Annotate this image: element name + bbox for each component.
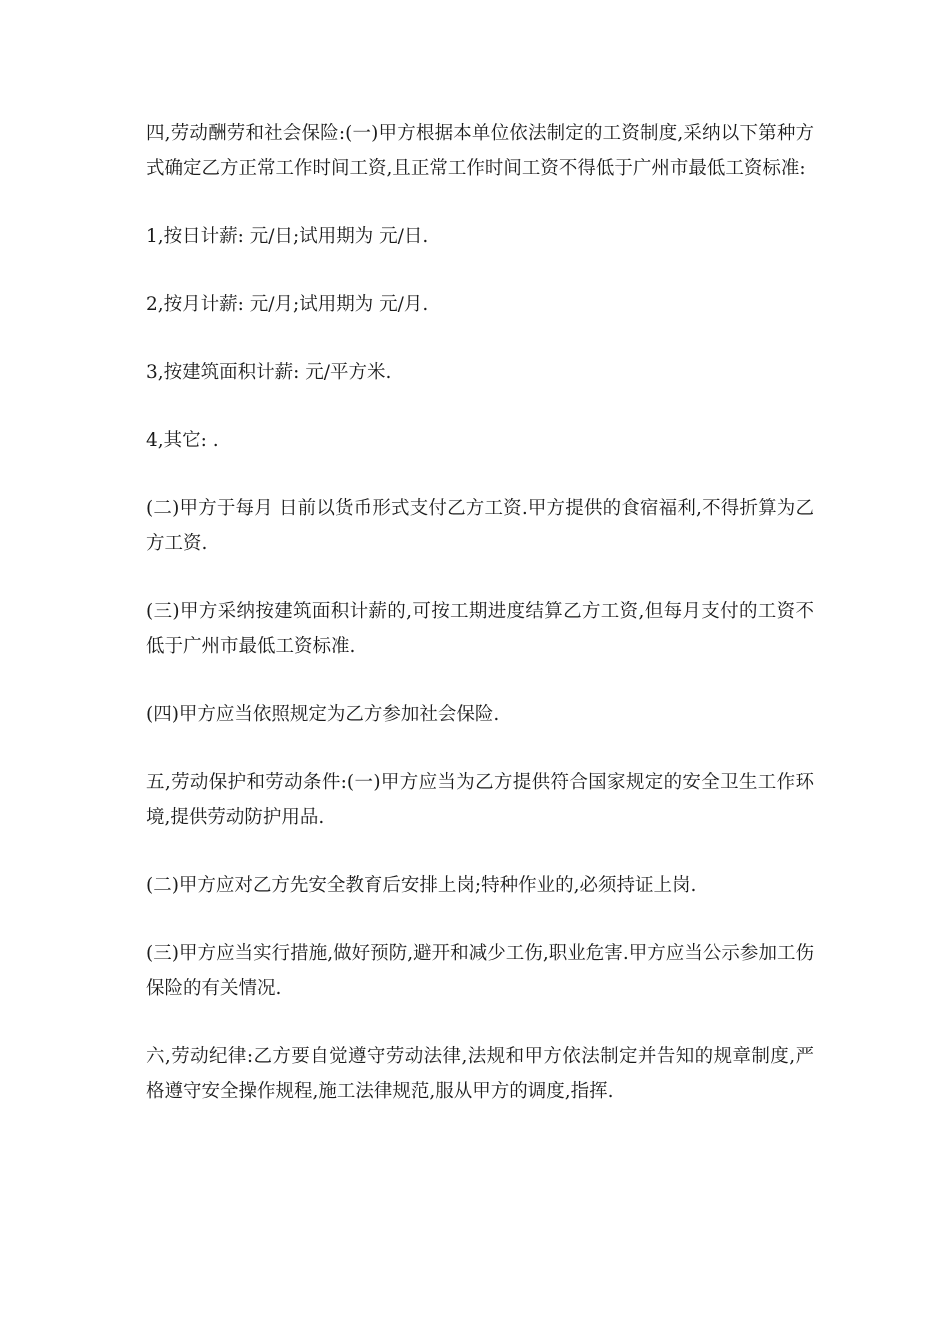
- paragraph-injury-prevention: (三)甲方应当实行措施,做好预防,避开和减少工伤,职业危害.甲方应当公示参加工伤保险的有关情况.: [146, 943, 814, 999]
- paragraph-monthly-pay: 2,按月计薪: 元/月;试用期为 元/月.: [146, 294, 429, 315]
- paragraph-section-6-discipline: 六,劳动纪律:乙方要自觉遵守劳动法律,法规和甲方依法制定并告知的规章制度,严格遵守安全操作规程,施工法律规范,服从甲方的调度,指挥.: [146, 1046, 814, 1102]
- paragraph-area-pay: 3,按建筑面积计薪: 元/平方米.: [146, 362, 392, 383]
- paragraph-section-4-remuneration: 四,劳动酬劳和社会保险:(一)甲方根据本单位依法制定的工资制度,采纳以下第种方式确定乙方正常工作时间工资,且正常工作时间工资不得低于广州市最低工资标准:: [146, 123, 814, 179]
- paragraph-other-pay: 4,其它: .: [146, 430, 219, 451]
- paragraph-safety-education: (二)甲方应对乙方先安全教育后安排上岗;特种作业的,必须持证上岗.: [146, 875, 697, 896]
- paragraph-section-5-protection: 五,劳动保护和劳动条件:(一)甲方应当为乙方提供符合国家规定的安全卫生工作环境,提供劳动防护用品.: [146, 772, 814, 828]
- paragraph-social-insurance: (四)甲方应当依照规定为乙方参加社会保险.: [146, 704, 500, 725]
- document-body: [146, 116, 814, 1109]
- paragraph-progress-settlement: (三)甲方采纳按建筑面积计薪的,可按工期进度结算乙方工资,但每月支付的工资不低于广州市最低工资标准.: [146, 601, 814, 657]
- paragraph-payment-date: (二)甲方于每月 日前以货币形式支付乙方工资.甲方提供的食宿福利,不得折算为乙方工资.: [146, 498, 814, 554]
- paragraph-daily-pay: 1,按日计薪: 元/日;试用期为 元/日.: [146, 226, 429, 247]
